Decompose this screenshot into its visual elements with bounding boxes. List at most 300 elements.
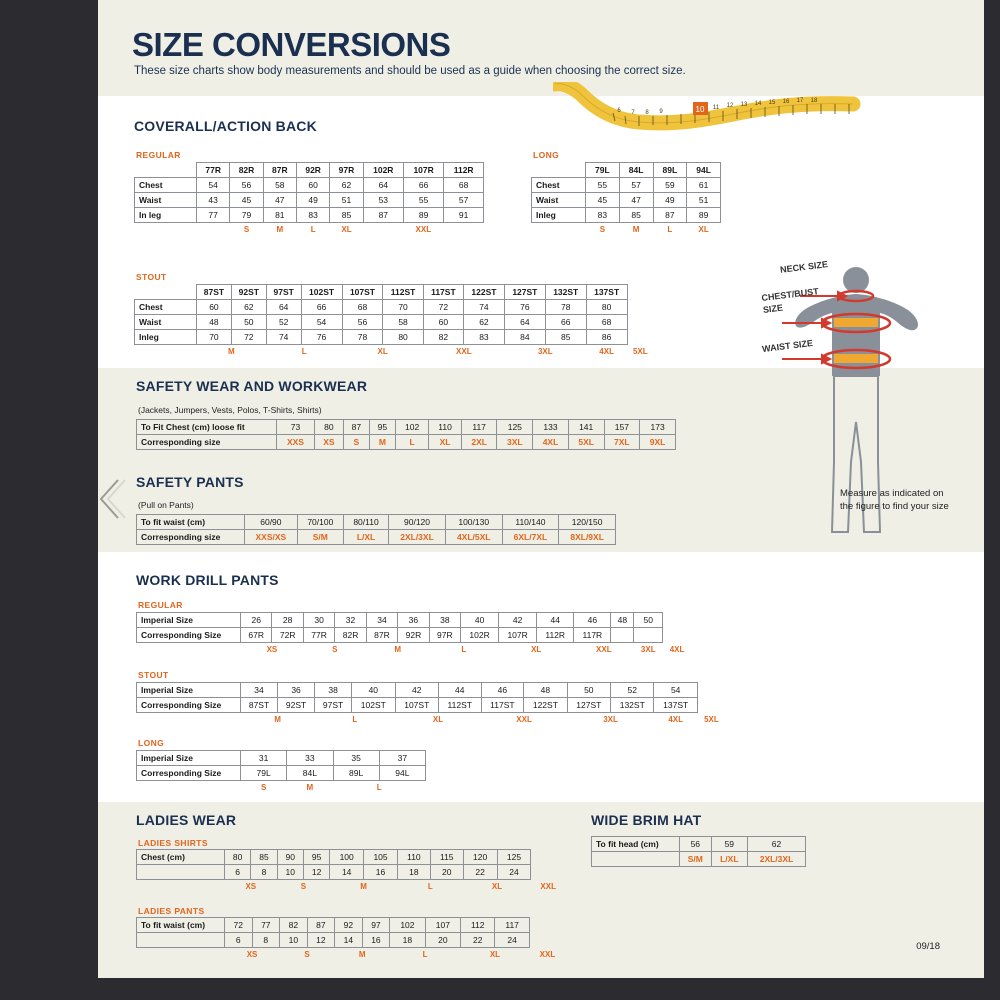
- table-cell: 52: [266, 315, 301, 330]
- table-cell: 76: [504, 300, 545, 315]
- table-cell: 80: [314, 420, 343, 435]
- subheading-coverall-long: LONG: [533, 150, 560, 160]
- table-row: [135, 315, 654, 330]
- table-size-cell: 5XL: [704, 714, 719, 724]
- table-cell: 77R: [197, 163, 230, 178]
- table-size-cell: M: [228, 347, 235, 356]
- table-cell: 72: [231, 330, 266, 345]
- table-row-label: [592, 852, 680, 867]
- table-size-cell: L: [376, 783, 382, 792]
- table-size-cell: M: [306, 783, 314, 792]
- table-size-cell: L: [461, 645, 467, 654]
- table-row: [592, 837, 806, 852]
- table-cell: 87ST: [197, 285, 232, 300]
- table-cell: 84: [504, 330, 545, 345]
- figure-label-neck: NECK SIZE: [779, 259, 829, 275]
- table-row-label: Waist: [135, 193, 197, 208]
- table-cell: 107R: [403, 163, 443, 178]
- table-cell: 49: [653, 193, 687, 208]
- table-cell: 45: [230, 193, 263, 208]
- table-cell: 46: [574, 613, 611, 628]
- table-cell: 120/150: [559, 515, 616, 530]
- table-cell: 82: [280, 918, 308, 933]
- table-cell: 58: [383, 315, 423, 330]
- svg-text:18: 18: [810, 98, 818, 104]
- table-cell: 85: [330, 208, 363, 223]
- table-row-label: Chest: [135, 178, 197, 193]
- table-row: [137, 530, 616, 545]
- table-coverall-regular: [134, 162, 484, 237]
- table-cell: 87: [307, 918, 335, 933]
- table-size-row: [137, 880, 566, 895]
- subheading-ladies-pants: LADIES PANTS: [138, 906, 205, 916]
- table-size-cell: XL: [531, 645, 542, 654]
- table-cell: XXS/XS: [245, 530, 298, 545]
- table-cell: 117ST: [481, 698, 524, 713]
- table-cell: 72: [225, 918, 253, 933]
- table-cell: [532, 223, 586, 238]
- table-cell: 137ST: [586, 285, 627, 300]
- table-cell: 141: [568, 420, 604, 435]
- table-cell: [137, 781, 241, 796]
- table-row: [137, 933, 566, 948]
- table-cell: 47: [619, 193, 653, 208]
- table-cell: 59: [711, 837, 747, 852]
- table-row-label: Inleg: [532, 208, 586, 223]
- table-cell: 32: [335, 613, 366, 628]
- table-cell: 127ST: [567, 698, 610, 713]
- table-cell: 100: [330, 850, 364, 865]
- table-size-row: [135, 223, 484, 238]
- table-cell: [135, 285, 197, 300]
- table-cell: 5XL: [568, 435, 604, 450]
- table-size-cell: L: [667, 225, 673, 234]
- table-cell: 59: [653, 178, 687, 193]
- page-frame-right: [984, 0, 1000, 1000]
- subheading-wdp-long: LONG: [138, 738, 165, 748]
- table-cell: 82R: [335, 628, 366, 643]
- table-size-cell: 5XL: [632, 346, 648, 356]
- table-size-cell: S: [260, 783, 267, 792]
- table-cell: 62: [464, 315, 505, 330]
- table-cell: L/XL: [711, 852, 747, 867]
- table-cell: 94L: [379, 766, 425, 781]
- table-cell: 117ST: [423, 285, 463, 300]
- table-row: [137, 435, 676, 450]
- table-row-label: Waist: [532, 193, 586, 208]
- table-size-cell: XS: [246, 950, 258, 959]
- table-cell: 42: [395, 683, 438, 698]
- table-cell: M: [369, 435, 395, 450]
- table-cell: 48: [524, 683, 567, 698]
- table-cell: 94L: [687, 163, 721, 178]
- table-cell: 68: [444, 178, 484, 193]
- table-row: [532, 193, 721, 208]
- table-row-label: Chest: [135, 300, 197, 315]
- subheading-wdp-stout: STOUT: [138, 670, 169, 680]
- table-cell: 48: [197, 315, 232, 330]
- table-row: [137, 918, 566, 933]
- table-size-cell: XL: [491, 882, 503, 891]
- table-cell: 61: [687, 178, 721, 193]
- table-cell: 43: [197, 193, 230, 208]
- table-cell: 62: [330, 178, 363, 193]
- table-cell: 89: [403, 208, 443, 223]
- table-cell: 125: [497, 850, 531, 865]
- table-size-cell: L: [352, 715, 358, 724]
- footer-code: 09/18: [916, 941, 940, 952]
- table-row-label: Chest: [532, 178, 586, 193]
- table-cell: 10: [277, 865, 303, 880]
- table-row: [137, 766, 426, 781]
- table-cell: 82: [423, 330, 463, 345]
- table-cell: 70: [383, 300, 423, 315]
- table-cell: 117: [495, 918, 529, 933]
- table-cell: 107R: [499, 628, 537, 643]
- table-row-label: Corresponding size: [137, 530, 245, 545]
- table-ladies-pants: [136, 917, 566, 962]
- table-cell: 107ST: [395, 698, 438, 713]
- table-cell: 84L: [619, 163, 653, 178]
- table-cell: 117: [461, 420, 497, 435]
- tape-measure-icon: [553, 82, 873, 132]
- table-cell: 40: [461, 613, 499, 628]
- table-cell: 83: [586, 208, 620, 223]
- table-row-label: Corresponding Size: [137, 628, 241, 643]
- table-cell: 16: [364, 865, 398, 880]
- table-cell: 68: [586, 315, 627, 330]
- table-size-cell: XS: [245, 882, 257, 891]
- table-cell: S: [343, 435, 369, 450]
- table-size-row: [137, 713, 726, 728]
- table-cell: 8: [251, 865, 277, 880]
- table-cell: 97ST: [315, 698, 352, 713]
- table-row: [137, 751, 426, 766]
- table-size-cell: M: [358, 950, 366, 959]
- table-size-cell: XL: [341, 225, 352, 234]
- table-size-cell: [197, 223, 230, 238]
- table-size-cell: M: [394, 645, 402, 654]
- svg-text:12: 12: [726, 103, 734, 109]
- table-cell: 60/90: [245, 515, 298, 530]
- chevron-left-icon[interactable]: [98, 478, 128, 520]
- table-size-cell: XL: [489, 950, 501, 959]
- table-cell: 60: [296, 178, 329, 193]
- table-cell: 2XL: [461, 435, 497, 450]
- table-cell: 102R: [363, 163, 403, 178]
- table-cell: 79L: [241, 766, 287, 781]
- table-cell: 80: [586, 300, 627, 315]
- table-cell: 76: [301, 330, 342, 345]
- table-size-cell: 3XL: [603, 715, 618, 724]
- table-cell: 45: [586, 193, 620, 208]
- table-cell: [137, 713, 241, 728]
- table-cell: 83: [464, 330, 505, 345]
- table-row-label: Corresponding Size: [137, 766, 241, 781]
- table-size-cell: M: [632, 225, 640, 234]
- table-cell: 102ST: [301, 285, 342, 300]
- table-size-cell: S: [304, 950, 310, 959]
- table-cell: 102: [395, 420, 428, 435]
- table-cell: 86: [586, 330, 627, 345]
- table-work-drill-pants-stout: [136, 682, 726, 727]
- table-cell: XS: [314, 435, 343, 450]
- table-cell: 74: [464, 300, 505, 315]
- table-cell: 53: [363, 193, 403, 208]
- subheading-coverall-regular: REGULAR: [136, 150, 181, 160]
- section-heading-work-drill-pants: WORK DRILL PANTS: [136, 572, 279, 588]
- table-size-cell: XL: [432, 715, 444, 724]
- table-cell: 107: [425, 918, 460, 933]
- table-row: [135, 300, 654, 315]
- table-cell: 64: [266, 300, 301, 315]
- table-cell: 87R: [366, 628, 397, 643]
- table-row: [137, 515, 616, 530]
- table-cell: 2XL/3XL: [389, 530, 446, 545]
- page-frame-bottom: [0, 978, 1000, 1000]
- table-size-cell: XXL: [540, 881, 556, 891]
- table-cell: 92R: [398, 628, 429, 643]
- table-cell: 110: [397, 850, 430, 865]
- table-cell: 107ST: [342, 285, 383, 300]
- table-size-cell: S: [599, 225, 606, 234]
- table-cell: 60: [197, 300, 232, 315]
- table-cell: 54: [301, 315, 342, 330]
- table-wide-brim-hat: [591, 836, 806, 867]
- table-cell: S/M: [680, 852, 712, 867]
- figure-label-waist: WAIST SIZE: [761, 337, 814, 355]
- table-cell: 92ST: [278, 698, 315, 713]
- figure-label-chest: CHEST/BUST SIZE: [760, 286, 820, 315]
- table-cell: 34: [366, 613, 397, 628]
- table-cell: 72: [423, 300, 463, 315]
- table-cell: 64: [504, 315, 545, 330]
- table-cell: 36: [398, 613, 429, 628]
- table-cell: 56: [230, 178, 263, 193]
- table-cell: 73: [277, 420, 315, 435]
- table-cell: 55: [586, 178, 620, 193]
- table-cell: 51: [330, 193, 363, 208]
- svg-text:10: 10: [695, 105, 705, 114]
- table-cell: 102ST: [352, 698, 395, 713]
- table-row: [137, 683, 726, 698]
- table-cell: XXS: [277, 435, 315, 450]
- table-cell: 100/130: [445, 515, 502, 530]
- table-cell: 40: [352, 683, 395, 698]
- table-cell: [135, 223, 197, 238]
- table-cell: 57: [619, 178, 653, 193]
- table-cell: 127ST: [504, 285, 545, 300]
- svg-text:16: 16: [782, 99, 790, 105]
- subheading-wdp-regular: REGULAR: [138, 600, 183, 610]
- table-cell: 18: [397, 865, 430, 880]
- table-cell: 6XL/7XL: [502, 530, 559, 545]
- table-cell: 105: [364, 850, 398, 865]
- table-cell: 30: [303, 613, 334, 628]
- table-cell: 66: [545, 315, 586, 330]
- table-cell: 54: [654, 683, 697, 698]
- svg-text:7: 7: [631, 110, 635, 116]
- table-cell: 22: [461, 933, 495, 948]
- table-cell: 112ST: [438, 698, 481, 713]
- note-safety-wear: (Jackets, Jumpers, Vests, Polos, T-Shirts, Shirts): [138, 405, 322, 415]
- table-cell: 89L: [333, 766, 379, 781]
- section-heading-safety-wear: SAFETY WEAR AND WORKWEAR: [136, 378, 368, 394]
- table-work-drill-pants-regular: [136, 612, 692, 657]
- note-safety-pants: (Pull on Pants): [138, 500, 194, 510]
- table-cell: 89: [687, 208, 721, 223]
- table-row: [135, 163, 484, 178]
- table-row-label: Corresponding size: [137, 435, 277, 450]
- table-cell: 83: [296, 208, 329, 223]
- table-cell: 14: [330, 865, 364, 880]
- table-cell: XL: [429, 435, 461, 450]
- table-cell: [135, 345, 197, 360]
- table-cell: 91: [444, 208, 484, 223]
- table-row-label: [137, 865, 225, 880]
- table-cell: 38: [429, 613, 460, 628]
- table-cell: 87: [653, 208, 687, 223]
- table-cell: 80: [383, 330, 423, 345]
- table-row: [137, 628, 692, 643]
- document-page: [98, 0, 984, 978]
- table-cell: 2XL/3XL: [748, 852, 806, 867]
- table-cell: 20: [430, 865, 463, 880]
- figure-measure-note: Measure as indicated on the figure to find your size: [840, 488, 949, 512]
- table-cell: 97R: [429, 628, 460, 643]
- table-cell: 67R: [241, 628, 272, 643]
- table-cell: 24: [495, 933, 529, 948]
- table-cell: 57: [444, 193, 484, 208]
- table-size-cell: L: [301, 347, 307, 356]
- table-row-label: Waist: [135, 315, 197, 330]
- table-size-cell: 4XL: [599, 347, 614, 356]
- table-size-cell: M: [360, 882, 367, 891]
- page-frame-left: [0, 0, 98, 1000]
- table-cell: 50: [231, 315, 266, 330]
- table-row: [137, 865, 566, 880]
- table-size-cell: 4XL: [669, 644, 685, 654]
- table-coverall-long: [531, 162, 721, 237]
- table-size-row: [532, 223, 721, 238]
- table-row: [532, 163, 721, 178]
- table-cell: 33: [287, 751, 333, 766]
- table-cell: 50: [634, 613, 663, 628]
- table-cell: 80/110: [343, 515, 388, 530]
- table-cell: [611, 628, 634, 643]
- svg-text:11: 11: [712, 105, 720, 111]
- table-cell: 132ST: [545, 285, 586, 300]
- table-cell: 31: [241, 751, 287, 766]
- table-cell: 4XL/5XL: [445, 530, 502, 545]
- table-cell: 44: [537, 613, 574, 628]
- table-row: [135, 285, 654, 300]
- table-cell: 112ST: [383, 285, 423, 300]
- table-cell: 87R: [263, 163, 296, 178]
- table-cell: [137, 643, 241, 658]
- table-ladies-shirts: [136, 849, 566, 894]
- table-cell: 122ST: [524, 698, 567, 713]
- svg-text:17: 17: [796, 98, 804, 104]
- table-size-row: [135, 345, 654, 360]
- section-heading-ladies-wear: LADIES WEAR: [136, 812, 237, 828]
- table-cell: 90/120: [389, 515, 446, 530]
- table-cell: [634, 628, 663, 643]
- table-row: [137, 420, 676, 435]
- table-size-cell: 4XL: [668, 715, 684, 724]
- table-work-drill-pants-long: [136, 750, 426, 795]
- table-row: [135, 208, 484, 223]
- table-cell: 14: [335, 933, 363, 948]
- table-cell: 97: [362, 918, 390, 933]
- table-cell: 117R: [574, 628, 611, 643]
- table-cell: 6: [225, 933, 253, 948]
- table-cell: 7XL: [604, 435, 640, 450]
- table-cell: 4XL: [533, 435, 569, 450]
- table-size-cell: XXL: [415, 225, 432, 234]
- table-cell: 92ST: [231, 285, 266, 300]
- section-heading-safety-pants: SAFETY PANTS: [136, 474, 244, 490]
- table-cell: L/XL: [343, 530, 388, 545]
- table-cell: 70/100: [297, 515, 343, 530]
- table-coverall-stout: [134, 284, 654, 359]
- page-title: SIZE CONVERSIONS: [132, 26, 451, 63]
- table-cell: 85: [251, 850, 277, 865]
- table-cell: 8: [252, 933, 280, 948]
- table-cell: 157: [604, 420, 640, 435]
- table-size-cell: XL: [377, 347, 388, 356]
- table-cell: 92: [335, 918, 363, 933]
- table-row: [135, 330, 654, 345]
- table-cell: 55: [403, 193, 443, 208]
- subheading-coverall-stout: STOUT: [136, 272, 167, 282]
- table-row-label: Chest (cm): [137, 850, 225, 865]
- table-cell: 102: [390, 918, 425, 933]
- table-cell: 87: [343, 420, 369, 435]
- table-row-label: In leg: [135, 208, 197, 223]
- table-row-label: Inleg: [135, 330, 197, 345]
- table-cell: 18: [390, 933, 425, 948]
- table-cell: 51: [687, 193, 721, 208]
- table-row: [135, 193, 484, 208]
- table-cell: 16: [362, 933, 390, 948]
- table-cell: 85: [545, 330, 586, 345]
- table-cell: 122ST: [464, 285, 505, 300]
- table-cell: 102R: [461, 628, 499, 643]
- table-row-label: To fit head (cm): [592, 837, 680, 852]
- svg-text:15: 15: [768, 100, 776, 106]
- page-subtitle: These size charts show body measurements and should be used as a guide when choosing the correct size.: [134, 65, 686, 77]
- table-cell: 46: [481, 683, 524, 698]
- table-cell: L: [395, 435, 428, 450]
- table-size-cell: 3XL: [537, 347, 553, 356]
- table-row-label: Imperial Size: [137, 751, 241, 766]
- table-cell: 28: [272, 613, 303, 628]
- table-cell: 95: [303, 850, 329, 865]
- table-cell: 6: [225, 865, 251, 880]
- table-cell: 80: [225, 850, 251, 865]
- table-row: [532, 208, 721, 223]
- table-cell: 97R: [330, 163, 363, 178]
- table-row-label: To fit waist (cm): [137, 515, 245, 530]
- table-cell: 133: [533, 420, 569, 435]
- table-cell: 89L: [653, 163, 687, 178]
- table-size-cell: S: [332, 645, 338, 654]
- table-cell: 62: [748, 837, 806, 852]
- table-size-cell: XS: [266, 645, 278, 654]
- table-row-label: Imperial Size: [137, 613, 241, 628]
- svg-text:9: 9: [659, 109, 663, 115]
